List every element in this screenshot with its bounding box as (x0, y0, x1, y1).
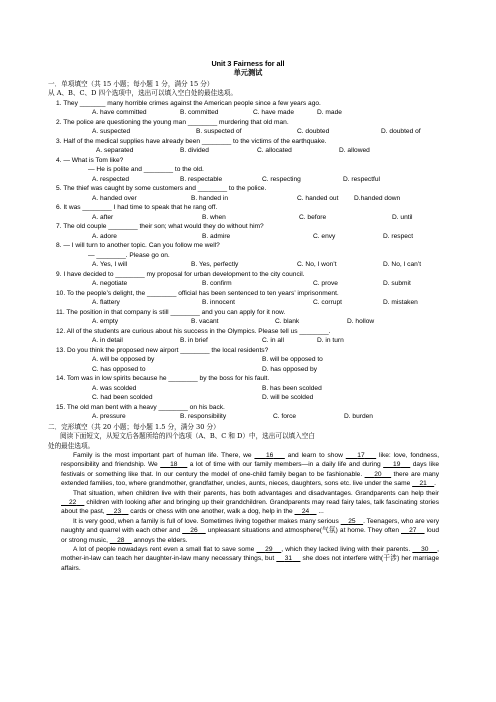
blank-number: 18 (170, 461, 178, 469)
option: C. prove (313, 280, 338, 287)
option: D. respect (383, 232, 414, 240)
option: A. after (92, 213, 114, 221)
option: D. in turn (317, 337, 344, 344)
option: B. will be opposed to (262, 356, 323, 363)
passage-text: children with looking after and bringing up their grandchildren. Grandparents may read fairy tales, talk fascinating stories about the past, (61, 499, 440, 516)
passage-text: unpleasant situations and atmosphere(气氛) at home. They often (205, 527, 402, 535)
option: B. respectable (180, 175, 223, 183)
option: C. blank (275, 318, 300, 325)
option: B. committed (180, 109, 219, 116)
option: B. divided (180, 147, 209, 154)
option: C. respecting (262, 175, 301, 183)
option: D. No, I can’t (383, 261, 422, 268)
passage-text: cards or chess with one another, walk a dog, help in the (128, 508, 295, 516)
option: D. burden (344, 413, 373, 420)
option: A. will be opposed by (92, 356, 155, 363)
passage-text: It is very good, when a family is full of love. Sometimes living together makes many serious (73, 517, 341, 525)
blank-number: 31 (284, 555, 293, 563)
option: C. have made (253, 109, 295, 116)
passage-text: , which they lacked living with their parents. (281, 546, 413, 554)
document-subtitle: 单元测试 (233, 68, 263, 77)
option: C. has opposed to (92, 365, 146, 373)
blank-number: 23 (113, 508, 122, 516)
passage-text: . (434, 480, 436, 488)
question-stem: 7. The old couple ________ their son; what would they do without him? (56, 223, 264, 230)
question-stem: 3. Half of the medical supplies have already been ________ to the victims of the earthquake. (56, 137, 327, 145)
passage-text: loud or strong music, (61, 527, 440, 544)
blank-number: 24 (301, 508, 310, 516)
option: C. in all (262, 337, 284, 344)
question-stem-reply: — ________. Please go on. (88, 251, 170, 259)
blank-number: 17 (357, 452, 365, 459)
blank-number: 21 (419, 480, 427, 488)
option: D. has opposed by (262, 365, 317, 373)
option: B. Yes, perfectly (191, 261, 239, 268)
option: D.handed down (354, 194, 401, 202)
blank-number: 22 (69, 499, 77, 507)
blank-number: 25 (348, 517, 356, 525)
option: C. envy (313, 232, 336, 240)
blank-number: 19 (393, 461, 401, 469)
option: D. made (317, 109, 342, 116)
question-stem: 4. — What is Tom like? (56, 156, 124, 164)
blank-number: 28 (117, 536, 125, 544)
question-stem: 1. They _______ many horrible crimes against the American people since a few years ago. (56, 99, 321, 107)
option: B. responsibility (180, 413, 227, 420)
question-stem: 11. The position in that company is still ________ and you can apply for it now. (56, 308, 286, 316)
passage-text: she does not interfere with(干涉) her marriage affairs. (61, 555, 440, 572)
option: D. respectful (343, 175, 381, 183)
option: A. handed over (92, 194, 137, 202)
option: A. Yes, I will (92, 261, 128, 268)
passage-text: annoys the elders. (131, 536, 188, 544)
passage-text: A lot of people nowadays rent even a small flat to save some (73, 546, 257, 554)
option: A. negotiate (92, 280, 128, 287)
option: D. allowed (339, 147, 370, 154)
option: C. No, I won’t (297, 261, 337, 268)
option: C. force (273, 413, 297, 420)
option: A. was scolded (92, 384, 137, 392)
option: C. doubted (297, 128, 330, 135)
passage-text: days like festivals or something like that. In our century the model of one-child family began to be fashionable. (61, 461, 440, 478)
document-title: Unit 3 Fairness for all (211, 59, 285, 68)
passage-text: , mother-in-law can teach her daughter-in-law many necessary things, but (61, 546, 439, 563)
blank-number: 30 (421, 546, 429, 554)
passage-text: like: love, fondness, responsibility and friendship. We (61, 452, 440, 469)
option: A. empty (92, 318, 119, 325)
option: C. allocated (257, 147, 292, 154)
question-stem: 6. It was ________ I had time to speak that he rang off. (56, 204, 218, 211)
section2-instruction-cont: 处的最佳选项。 (48, 441, 95, 450)
cloze-passage (61, 451, 439, 573)
option: B. innocent (202, 299, 235, 306)
option: A. suspected (92, 128, 131, 135)
option: B. vacant (191, 318, 219, 325)
option: D. mistaken (383, 299, 418, 306)
section2-heading: 二．完形填空（共 20 小题；每小题 1.5 分，满分 30 分） (48, 422, 220, 431)
option: A. separated (96, 147, 134, 154)
option: D. until (392, 213, 413, 221)
passage-text: and learn to show (284, 452, 346, 459)
question-stem: 2. The police are questioning the young man ________ murdering that old man. (56, 118, 289, 126)
cloze-paragraph (61, 489, 439, 517)
passage-text: That situation, when children live with their parents, has both advantages and disadvantages. Grandparents can help their (73, 489, 439, 497)
cloze-paragraph (61, 517, 439, 545)
option: B. confirm (202, 280, 232, 287)
question-stem: 9. I have decided to ________ my proposal for urban development to the city council. (56, 270, 305, 278)
cloze-paragraph (61, 545, 439, 573)
question-stem: 13. Do you think the proposed new airport ________ the local residents? (56, 346, 269, 354)
option: A. respected (92, 175, 130, 183)
blank-number: 26 (190, 527, 198, 535)
cloze-paragraph (61, 451, 439, 489)
blank-number: 27 (409, 527, 417, 535)
question-stem: 14. Tom was in low spirits because he ________ by the boss for his fault. (56, 375, 270, 382)
option: D. submit (383, 280, 411, 287)
question-stem-reply: — He is polite and ________ to the old. (88, 166, 204, 173)
section1-heading: 一．单项填空（共 15 小题；每小题 1 分，满分 15 分） (48, 80, 214, 88)
option: D. hollow (347, 318, 375, 325)
section2-instruction: 阅读下面短文，从短文后各题所给的四个选项（A、B、C 和 D）中，选出可以填入空白 (60, 432, 315, 440)
question-stem: 15. The old man bent with a heavy ________ on his back. (56, 403, 225, 411)
question-stem: 12. All of the students are curious about his success in the Olympics. Please tell us ________. (56, 327, 331, 335)
option: C. before (299, 213, 327, 221)
blank-number: 20 (374, 470, 382, 478)
option: B. admire (202, 232, 231, 240)
passage-text: ... (316, 508, 324, 516)
option: C. handed out (297, 194, 339, 202)
option: A. adore (92, 232, 117, 240)
passage-text: there are many extended families, too, where grandmother, grandfather, uncles, aunts, nieces, daughters, sons etc. live under the same (61, 470, 440, 488)
option: B. handed in (191, 194, 229, 202)
option: A. flattery (92, 299, 120, 306)
option: D. doubted of (381, 128, 421, 135)
blank-number: 29 (265, 546, 273, 554)
section1-instruction: 从 A、B、C、D 四个选项中，选出可以填入空白处的最佳选项。 (48, 89, 237, 97)
option: A. have committed (92, 109, 147, 116)
passage-text: . Teenagers, who are very naughty and quarrel with each other and (61, 517, 440, 535)
option: D. will be scolded (262, 394, 314, 401)
question-stem: 8. — I will turn to another topic. Can you follow me well? (56, 242, 220, 249)
blank-number: 16 (265, 452, 274, 459)
option: C. had been scolded (92, 394, 153, 401)
option: B. has been scolded (262, 384, 322, 392)
option: B. suspected of (196, 128, 242, 135)
option: A. pressure (92, 413, 126, 420)
passage-text: a lot of time with our family members—in a daily life and during (187, 461, 384, 469)
question-stem: 5. The thief was caught by some customers and ________ to the police. (56, 185, 267, 192)
option: A. in detail (92, 337, 123, 344)
option: B. when (202, 213, 226, 221)
question-stem: 10. To the people’s delight, the ________ official has been sentenced to ten years’ imprisonment. (56, 289, 339, 297)
option: C. corrupt (313, 299, 342, 306)
passage-text: Family is the most important part of human life. There, we (73, 452, 255, 459)
option: B. in brief (180, 337, 208, 344)
